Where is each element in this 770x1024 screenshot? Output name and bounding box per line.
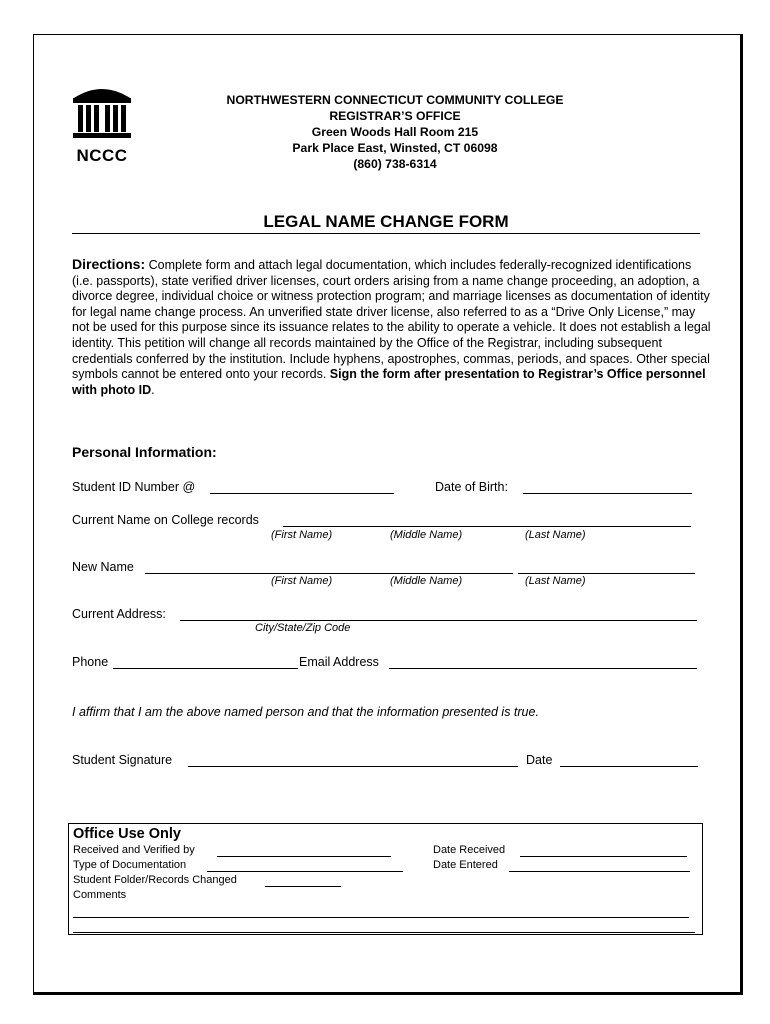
new-last-name-caption: (Last Name) [525, 575, 586, 587]
received-verified-label: Received and Verified by [73, 844, 195, 856]
folder-changed-field[interactable] [265, 874, 341, 887]
directions-text: Complete form and attach legal documentation, which includes federally-recognized identifications (i.e. passports), state verified driver licenses, court orders arising from a name change proceeding, an adoption, a divorce degree, individual choice or witness protection program; and marriage licenses as documentation of identity for legal name change process. An unverified state driver license, also referred to as a “Drive Only License,” may not be used for this purpose since its issuance relates to the ability to operate a vehicle. It does not establish a legal identity. This petition will change all records maintained by the Office of the Registrar, including subsequent credentials conferred by the institution. Include hyphens, apostrophes, commas, periods, and spaces. Other special symbols cannot be entered onto your records. [72, 258, 711, 382]
signature-date-label: Date [526, 753, 553, 767]
address-caption: City/State/Zip Code [255, 622, 351, 634]
phone-field[interactable] [113, 656, 298, 669]
new-middle-name-caption: (Middle Name) [390, 575, 463, 587]
received-verified-field[interactable] [217, 844, 391, 857]
office-room: Green Woods Hall Room 215 [311, 125, 479, 139]
new-name-label: New Name [72, 560, 134, 574]
doc-type-field[interactable] [207, 859, 403, 872]
date-received-field[interactable] [520, 844, 687, 857]
affirmation-statement: I affirm that I am the above named person and that the information presented is true. [72, 705, 539, 719]
office-phone: (860) 738-6314 [353, 157, 437, 171]
dob-field[interactable] [523, 481, 692, 494]
signature-label: Student Signature [72, 753, 173, 767]
office-name: REGISTRAR’S OFFICE [329, 109, 461, 123]
form-title: LEGAL NAME CHANGE FORM [263, 212, 509, 231]
student-id-field[interactable] [210, 481, 394, 494]
email-field[interactable] [389, 656, 697, 669]
office-use-heading: Office Use Only [73, 826, 181, 842]
college-logo [70, 84, 134, 164]
directions-paragraph [72, 257, 712, 398]
folder-changed-label: Student Folder/Records Changed [73, 874, 237, 886]
email-label: Email Address [299, 655, 379, 669]
new-first-name-caption: (First Name) [271, 575, 333, 587]
new-last-name-field[interactable] [518, 561, 695, 574]
address-field[interactable] [180, 608, 697, 621]
current-first-name-caption: (First Name) [271, 529, 333, 541]
office-use-box [68, 823, 703, 935]
college-name: NORTHWESTERN CONNECTICUT COMMUNITY COLLEGE [226, 93, 564, 107]
office-address: Park Place East, Winsted, CT 06098 [292, 141, 498, 155]
date-entered-field[interactable] [509, 859, 690, 872]
current-name-field[interactable] [283, 514, 691, 527]
directions-bold-text: Sign the form after presentation to Registrar’s Office personnel with photo ID [72, 367, 706, 397]
phone-label: Phone [72, 655, 109, 669]
current-name-label: Current Name on College records [72, 513, 259, 527]
signature-field[interactable] [188, 754, 518, 767]
directions-end: . [151, 382, 155, 397]
directions-label: Directions: [72, 256, 146, 272]
title-divider [72, 233, 700, 234]
date-received-label: Date Received [433, 844, 506, 856]
personal-info-heading: Personal Information: [72, 444, 217, 460]
current-middle-name-caption: (Middle Name) [390, 529, 463, 541]
signature-date-field[interactable] [560, 754, 698, 767]
current-last-name-caption: (Last Name) [525, 529, 586, 541]
comments-label: Comments [73, 889, 127, 901]
logo-text: NCCC [76, 146, 128, 165]
comments-line-1[interactable] [73, 905, 689, 918]
comments-line-2[interactable] [73, 920, 695, 933]
address-label: Current Address: [72, 607, 166, 621]
dob-label: Date of Birth: [435, 480, 508, 494]
doc-type-label: Type of Documentation [73, 859, 187, 871]
columns-building-icon [70, 84, 134, 140]
new-name-field[interactable] [145, 561, 513, 574]
student-id-label: Student ID Number @ [72, 480, 196, 494]
date-entered-label: Date Entered [433, 859, 498, 871]
